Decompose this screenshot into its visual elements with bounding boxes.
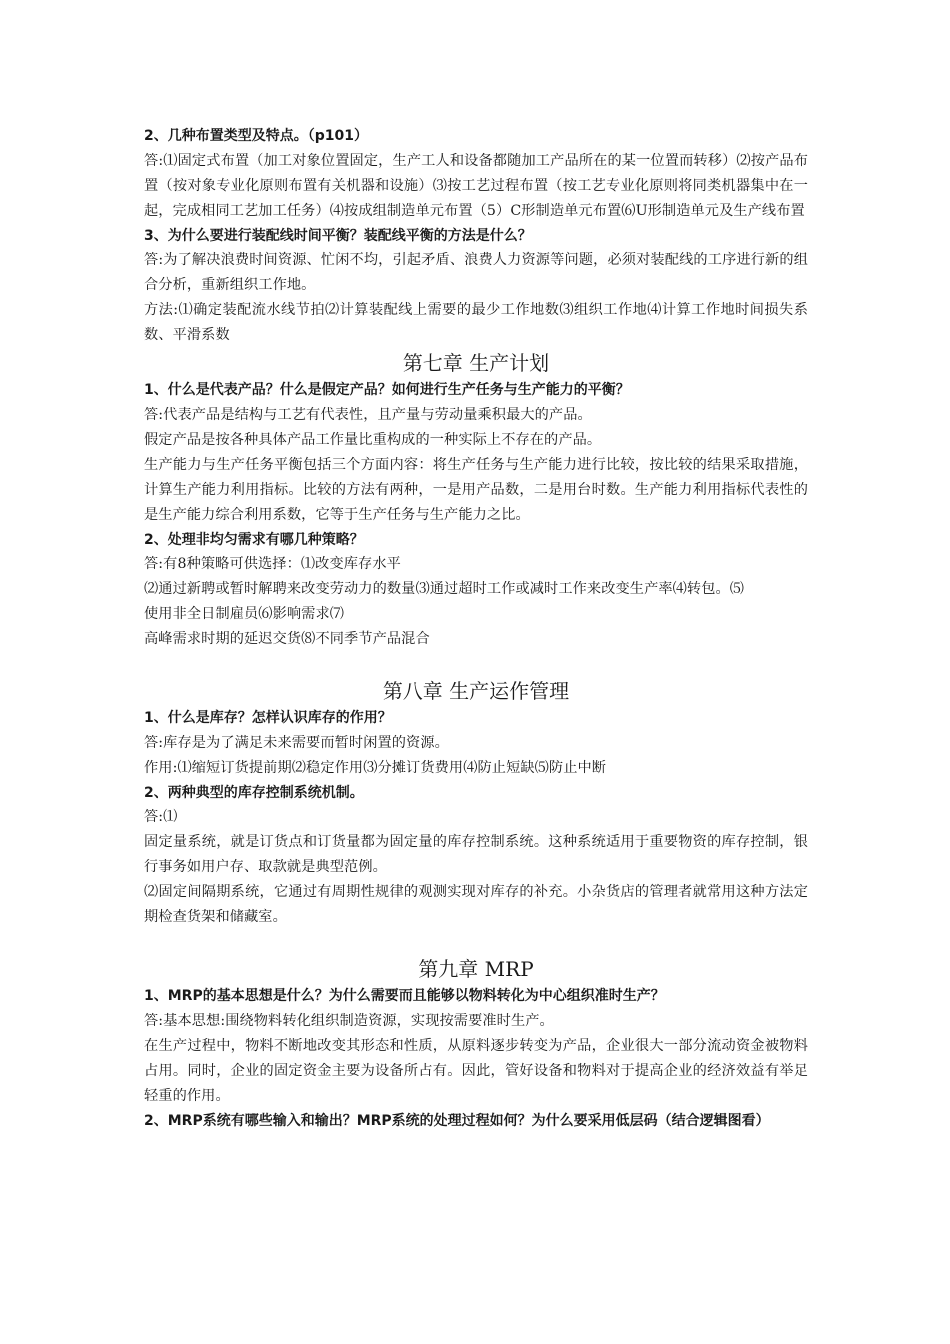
chapter-heading: 第七章 生产计划 [402, 351, 550, 375]
answer-paragraph: 高峰需求时期的延迟交货⑻不同季节产品混合 [144, 631, 430, 647]
answer-paragraph: ⑵固定间隔期系统，它通过有周期性规律的观测实现对库存的补充。小杂货店的管理者就常用这种方法定期检查货架和储藏室。 [144, 884, 808, 925]
answer-paragraph: 作用:⑴缩短订货提前期⑵稳定作用⑶分摊订货费用⑷防止短缺⑸防止中断 [144, 759, 607, 776]
document-page [144, 124, 808, 1133]
answer-paragraph: 答:⑴固定式布置（加工对象位置固定，生产工人和设备都随加工产品所在的某一位置而转移）⑵按产品布置（按对象专业化原则布置有关机器和设施）⑶按工艺过程布置（按工艺专业化原则将同类机器集中在一起，完成相同工艺加工任务）⑷按成组制造单元布置（5）C形制造单元布置⑹U形制造单元及生产线布置 [144, 152, 808, 219]
question: 2、几种布置类型及特点。（p101） [144, 128, 368, 144]
answer-paragraph: 固定量系统，就是订货点和订货量都为固定量的库存控制系统。这种系统适用于重要物资的库存控制，银行事务如用户存、取款就是典型范例。 [144, 834, 808, 875]
question: 1、什么是库存？怎样认识库存的作用？ [144, 710, 392, 726]
question: 1、什么是代表产品？什么是假定产品？如何进行生产任务与生产能力的平衡？ [144, 382, 630, 398]
answer-paragraph: 方法:⑴确定装配流水线节拍⑵计算装配线上需要的最少工作地数⑶组织工作地⑷计算工作地时间损失系数、平滑系数 [144, 302, 808, 343]
answer-paragraph: 答:为了解决浪费时间资源、忙闲不均，引起矛盾、浪费人力资源等问题，必须对装配线的工序进行新的组合分析，重新组织工作地。 [144, 252, 808, 293]
answer-paragraph: 假定产品是按各种具体产品工作量比重构成的一种实际上不存在的产品。 [144, 431, 602, 448]
answer-paragraph: 在生产过程中，物料不断地改变其形态和性质，从原料逐步转变为产品，企业很大一部分流动资金被物料占用。同时，企业的固定资金主要为设备所占有。因此，管好设备和物料对于提高企业的经济效益有举足轻重的作用。 [144, 1037, 808, 1104]
chapter-heading: 第八章 生产运作管理 [382, 679, 570, 703]
answer-paragraph: 答:有8种策略可供选择：⑴改变库存水平 [144, 556, 401, 572]
answer-paragraph: 答:代表产品是结构与工艺有代表性，且产量与劳动量乘积最大的产品。 [144, 406, 592, 423]
answer-paragraph: 答:⑴ [144, 809, 178, 825]
question: 1、MRP的基本思想是什么？为什么需要而且能够以物料转化为中心组织准时生产？ [144, 988, 665, 1004]
question: 3、为什么要进行装配线时间平衡？装配线平衡的方法是什么？ [144, 227, 532, 244]
answer-paragraph: 答:库存是为了满足未来需要而暂时闲置的资源。 [144, 734, 449, 751]
answer-paragraph: 生产能力与生产任务平衡包括三个方面内容：将生产任务与生产能力进行比较，按比较的结果采取措施，计算生产能力利用指标。比较的方法有两种，一是用产品数，二是用台时数。生产能力利用指标代表性的是生产能力综合利用系数，它等于生产任务与生产能力之比。 [144, 456, 808, 523]
question: 2、两种典型的库存控制系统机制。 [144, 784, 364, 801]
question: 2、MRP系统有哪些输入和输出？MRP系统的处理过程如何？为什么要采用低层码（结合逻辑图看） [144, 1112, 770, 1129]
chapter-heading: 第九章 MRP [418, 957, 534, 981]
answer-paragraph: ⑵通过新聘或暂时解聘来改变劳动力的数量⑶通过超时工作或减时工作来改变生产率⑷转包。⑸ [144, 581, 745, 597]
question: 2、处理非均匀需求有哪几种策略？ [144, 531, 364, 548]
answer-paragraph: 答:基本思想:围绕物料转化组织制造资源，实现按需要准时生产。 [144, 1012, 554, 1029]
answer-paragraph: 使用非全日制雇员⑹影响需求⑺ [144, 606, 345, 622]
